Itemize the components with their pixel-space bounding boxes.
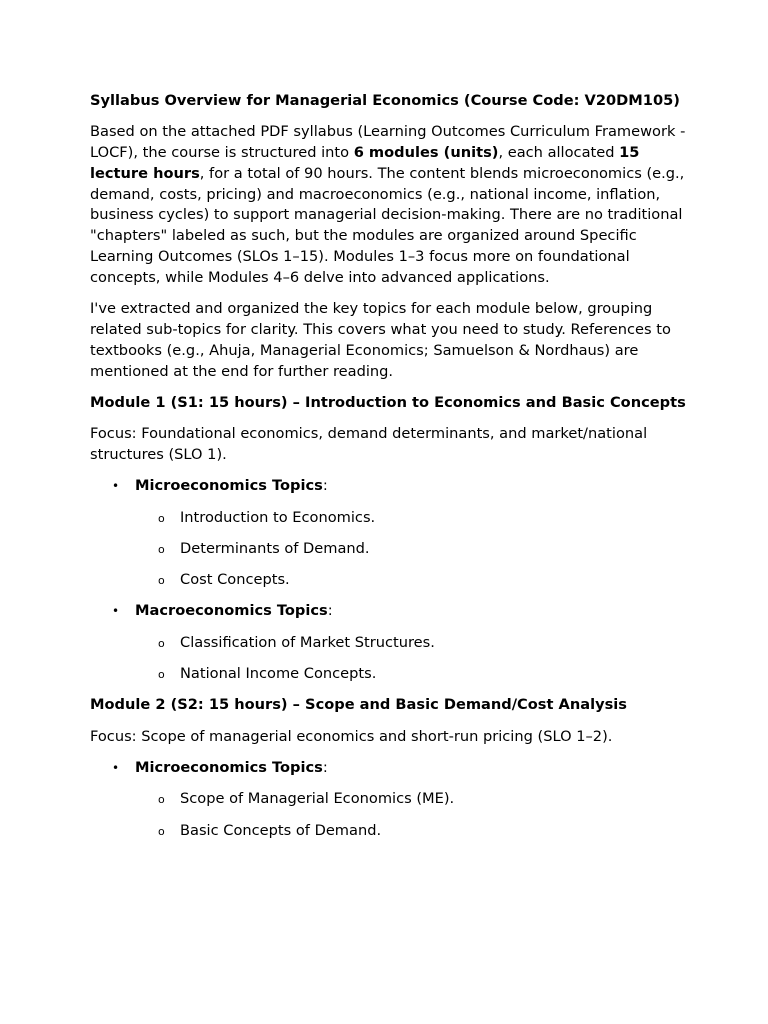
bullet-icon: • xyxy=(112,760,120,775)
intro-lecture-hours: 15 lecture hours xyxy=(90,144,640,182)
intro-text-e: , for a total of 90 hours. The content blends microeconomics (e.g., demand, costs, pricing) and macroeconomics (e.g., national income, inflation, business cycles) to support managerial decision-making. There are no traditional "chapters" labeled as such, but the modules are organized around Specific Learning Outcomes (SLOs 1–15). Modules 1–3 focus more on foundational concepts, while Modules 4–6 delve into advanced applications. xyxy=(90,164,685,286)
intro-text-a: Based on the attached PDF syllabus (Learning Outcomes Curriculum Framework - LOCF), the course is structured into xyxy=(90,123,686,162)
list-item: o Classification of Market Structures. xyxy=(90,633,690,654)
sub-bullet-icon: o xyxy=(158,574,165,588)
module-1-macro-topics: • Macroeconomics Topics: xyxy=(90,601,690,622)
intro-modules-count: 6 modules (units) xyxy=(353,144,499,162)
topic-group-label: Macroeconomics Topics xyxy=(135,602,328,620)
list-item: o Scope of Managerial Economics (ME). xyxy=(90,789,690,810)
list-item: o National Income Concepts. xyxy=(90,664,690,685)
bullet-icon: • xyxy=(112,604,120,619)
module-1-heading: Module 1 (S1: 15 hours) – Introduction to Economics and Basic Concepts xyxy=(90,393,686,411)
sub-bullet-icon: o xyxy=(158,793,165,807)
document-title: Syllabus Overview for Managerial Economics (Course Code: V20DM105) xyxy=(90,92,680,109)
list-item: o Cost Concepts. xyxy=(90,570,690,591)
list-item: o Basic Concepts of Demand. xyxy=(90,821,690,842)
intro-paragraph-1 xyxy=(90,122,690,288)
module-1-focus: Focus: Foundational economics, demand determinants, and market/national structures (SLO 1). xyxy=(90,425,648,463)
module-2-focus: Focus: Scope of managerial economics and short-run pricing (SLO 1–2). xyxy=(90,727,613,745)
module-1-topic-list xyxy=(90,476,690,685)
sub-bullet-icon: o xyxy=(158,636,165,650)
module-2-topic-list xyxy=(90,758,690,841)
list-item: o Introduction to Economics. xyxy=(90,508,690,529)
module-2-micro-topics: • Microeconomics Topics: xyxy=(90,758,690,779)
sub-bullet-icon: o xyxy=(158,542,165,556)
document-content xyxy=(90,91,690,852)
sub-bullet-icon: o xyxy=(158,511,165,525)
topic-group-label: Microeconomics Topics xyxy=(135,758,323,776)
bullet-icon: • xyxy=(112,479,120,494)
module-1-micro-topics: • Microeconomics Topics: xyxy=(90,476,690,497)
sub-bullet-icon: o xyxy=(158,668,165,682)
list-item: o Determinants of Demand. xyxy=(90,539,690,560)
sub-bullet-icon: o xyxy=(158,824,165,838)
module-2-heading: Module 2 (S2: 15 hours) – Scope and Basic Demand/Cost Analysis xyxy=(90,696,627,714)
intro-text-c: , each allocated xyxy=(498,144,620,162)
intro-paragraph-2: I've extracted and organized the key topics for each module below, grouping related sub-topics for clarity. This covers what you need to study. References to textbooks (e.g., Ahuja, Managerial Economics; Samuelson & Nordhaus) are mentioned at the end for further reading. xyxy=(90,300,671,380)
topic-group-label: Microeconomics Topics xyxy=(135,477,323,495)
